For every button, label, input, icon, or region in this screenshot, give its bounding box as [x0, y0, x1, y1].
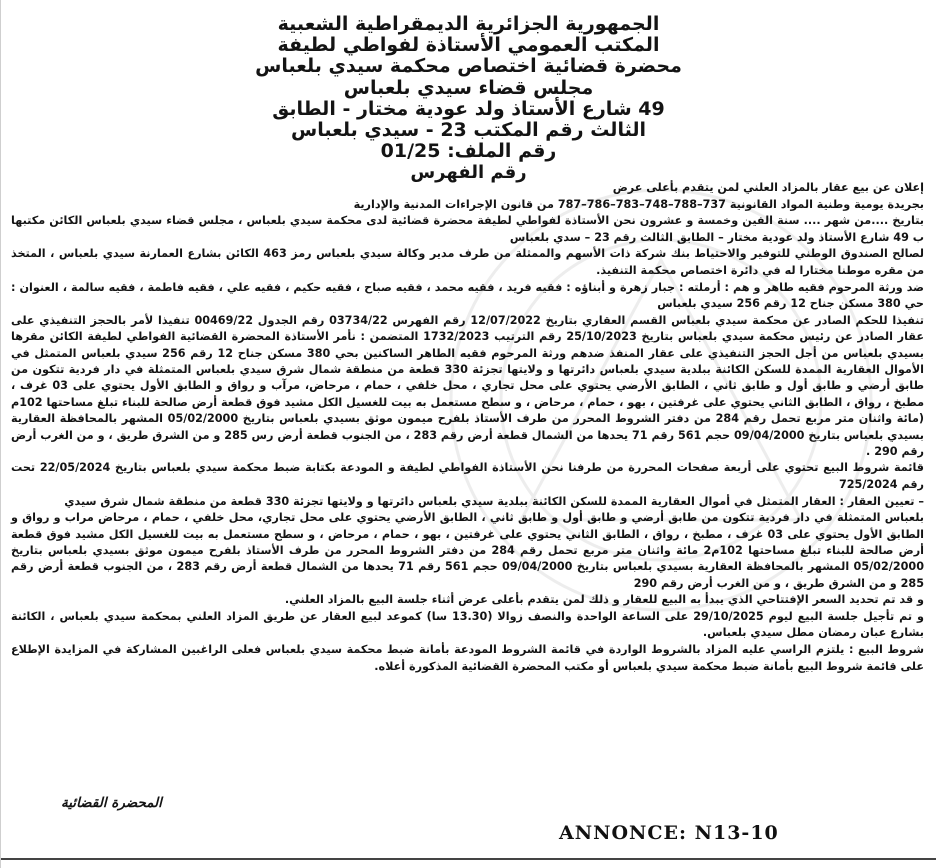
debtors-paragraph: ضد ورثة المرحوم فقيه طاهر و هم : أرملته : جبار زهرة و أبناؤه : فقيه فريد ، فقيه محمد ، فقيه صباح ، فقيه حكيم ، فقيه علي ، فقيه فاطمة ، فقيه سالمة ، العنوان : حي 380 مسكن جناح 12 رقم 256 سيدي بلعباس [11, 280, 924, 311]
property-designation: – تعيين العقار : العقار المتمثل في أموال العقارية الممدة للسكن الكائنة ببلدية سيدي بلعباس دائرتها و ولايتها تجزئة 330 قطعة من منطقة شمال شرق سيدي [64, 494, 924, 508]
annonce-reference: ANNONCE: N13-10 [559, 822, 779, 844]
header-line-republic: الجمهورية الجزائرية الديمقراطية الشعبية [277, 13, 660, 35]
bottom-divider [1, 858, 936, 860]
conditions-list-paragraph: قائمة شروط البيع تحتوي على أربعة صفحات المحررة من طرفنا نحن الأستاذة الفواطي لطيفة و المودعة بكتابة ضبط محكمة سيدي بلعباس بتاريخ 22/05/2024 تحت رقم 725/2024 [11, 461, 924, 491]
opening-price-paragraph: و قد تم تحديد السعر الإفتتاحي الذي يبدأ به البيع للعقار و ذلك لمن يتقدم بأعلى عرض أثناء جلسة البيع بالمزاد العلني. [284, 593, 924, 607]
signature-label: المحضرة القضائية [61, 795, 162, 811]
file-number: رقم الملف: 01/25 [380, 140, 557, 163]
sale-conditions-paragraph: شروط البيع : يلتزم الراسي عليه المزاد بالشروط الواردة في قائمة الشروط المودعة بأمانة ضبط محكمة سيدي بلعباس فعلى الراغبين المشاركة في المزايدة الإطلاع على قائمة شروط البيع بأمانة ضبط محكمة سيدي بلعباس أو مكتب المحضرة القضائية المذكورة أعلاه. [11, 643, 924, 673]
letterhead [41, 14, 896, 184]
property-description: بلعباس المتمثلة في دار فردية تتكون من طابق أرضي و طابق أول و طابق ثاني ، الطابق الأرضي يحتوي على محل تجاري، محل خلفي ، حمام ، مرحاض مراب و رواق و الطابق الأول يحتوي على 03 غرف ، مطبخ ، رواق ، الطابق الثاني يحتوي على غرفتين ، بهو ، حمام ، مرحاض ، و سطح مستعمل به بيت للغسيل الكل مشيد فوق قطعة أرض صالحة للبناء تبلغ مساحتها 102م2 مائة واثنان متر مربع تحمل رقم 284 من دفتر الشروط المحرر من طرف الأستاذ بلفرح ميمون موثق بسيدي بلعباس بتاريخ 05/02/2000 المشهر بالمحافظة العقارية بسيدي بلعباس بتاريخ 09/04/2000 حجم 561 رقم 71 يحدها من الشمال قطعة أرض رقم 283 ، من الجنوب قطعة أرض رقم 285 و من الشرق طريق ، و من الغرب أرض رقم 290 [11, 511, 924, 590]
header-line-address-2: الثالث رقم المكتب 23 - سيدي بلعباس [291, 119, 646, 142]
header-line-office: المكتب العمومي الأستاذة لفواطي لطيفة [277, 34, 660, 57]
creditor-paragraph: لصالح الصندوق الوطني للتوفير والاحتياط بنك شركة ذات الأسهم والممثلة من طرف مدير وكالة سيدي بلعباس رمز 463 الكائن بشارع العمارنة سيدي بلعباس ، المتخذ من مقره موطنا مختارا له في دائرة اختصاص محكمة التنفيذ. [11, 247, 924, 277]
auction-date-paragraph: و تم تأجيل جلسة البيع ليوم 29/10/2025 على الساعة الواحدة والنصف زوالا (13.30 سا) كموعد لبيع العقار عن طريق المزاد العلني بمحكمة سيدي بلعباس ، الكائنة بشارع عبان رمضان مطل سيدي بلعباس. [11, 609, 924, 640]
announcement-body [11, 180, 924, 675]
index-number: رقم الفهرس [410, 162, 527, 184]
bailiff-statement: بتاريخ ....من شهر .... سنة الفين وخمسة و عشرون نحن الأستاذة لفواطي لطيفة محضرة قضائية لدى محكمة سيدي بلعباس ، مجلس قضاء سيدي بلعباس الكائن مكتبها ب 49 شارع الأستاذ ولد عودية مختار – الطابق الثالث رقم 23 – سدي بلعباس [11, 214, 924, 244]
legal-basis: بجريدة يومية وطنية المواد القانونية 737–788–748–783–786–787 من قانون الإجراءات المدنية والإدارية [353, 197, 924, 211]
header-line-court: مجلس قضاء سيدي بلعباس [343, 76, 594, 99]
header-line-address: 49 شارع الأستاذ ولد عودية مختار - الطابق [272, 97, 665, 120]
execution-paragraph: تنفيذا للحكم الصادر عن محكمة سيدي بلعباس القسم العقاري بتاريخ 12/07/2022 رقم الفهرس 03734/22 رقم الجدول 00469/22 تنفيذا لأمر بالحجز التنفيذي على عقار الصادر عن رئيس محكمة سيدي بلعباس بتاريخ 25/10/2023 رقم الترتيب 1732/2023 المتضمن : نأمر الأستاذة المحضرة القضائية الفواطي لطيفة الكائن مقرها بسيدي بلعباس من أجل الحجز التنفيذي على عقار المنفذ ضدهم ورثة المرحوم فقيه الطاهر الساكنين بحي 380 مسكن جناح 12 رقم 256 سيدي بلعباس المتمثل في الأموال العقارية الممدة للسكن الكائنة ببلدية سيدي بلعباس دائرتها و ولايتها تجزئة 330 قطعة من منطقة شمال شرق سيدي بلعباس المتمثلة في دار فردية تتكون من طابق أرضي و طابق أول و طابق ثاني ، الطابق الأرضي يحتوي على محل تجاري ، محل خلفي ، حمام ، مرحاض، مرآب و رواق و الطابق الأول يحتوي على 03 غرف ، مطبخ ، رواق ، الطابق الثاني يحتوي على غرفتين ، بهو ، حمام ، مرحاض ، و سطح مستعمل به بيت للغسيل الكل مشيد فوق قطعة أرض صالحة للبناء تبلغ مساحتها 102م (مائة واثنان متر مربع تحمل رقم 284 من دفتر الشروط المحرر من طرف الأستاذ بلفرح ميمون موثق بسيدي بلعباس بتاريخ 05/02/2000 المشهر بالمحافظة العقارية بسيدي بلعباس بتاريخ 09/04/2000 حجم 561 رقم 71 يحدها من الشمال قطعة أرض رقم 283 ، من الجنوب قطعة أرض رس 285 و من الشرق طريق ، و من الغرب أرض رقم 290 . [11, 313, 925, 458]
header-line-bailiff: محضرة قضائية اختصاص محكمة سيدي بلعباس [255, 55, 682, 78]
announcement-title: إعلان عن بيع عقار بالمزاد العلني لمن يتقدم بأعلى عرض [612, 181, 924, 194]
